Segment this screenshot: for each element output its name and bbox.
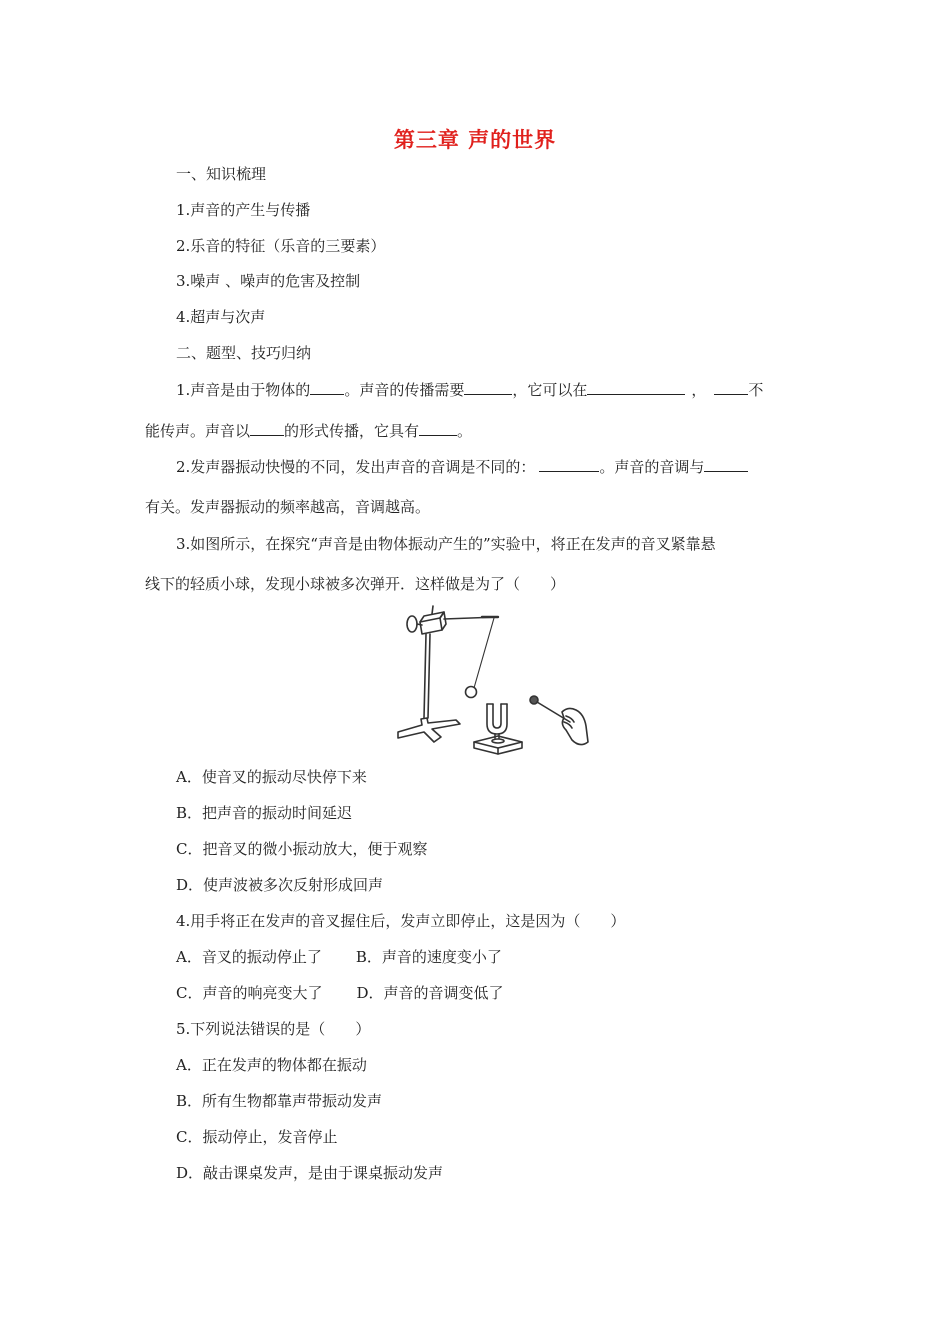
question-2-line-2: 有关。发声器振动的频率越高，音调越高。 (145, 498, 431, 516)
mallet-handle (537, 702, 570, 722)
q3-option-c: C．把音叉的微小振动放大，便于观察 (176, 840, 428, 858)
q1-text: ， (691, 381, 707, 399)
answer-blank[interactable] (704, 457, 748, 472)
question-5-stem: 5.下列说法错误的是（ ） (176, 1020, 371, 1038)
q5-option-c: C．振动停止，发音停止 (176, 1128, 338, 1146)
question-3-line-1: 3.如图所示，在探究“声音是由物体振动产生的”实验中，将正在发声的音叉紧靠悬 (176, 535, 716, 553)
tuning-fork (487, 704, 507, 734)
answer-blank[interactable] (419, 421, 457, 436)
stand-base (398, 718, 460, 742)
question-1-line-2 (145, 421, 472, 441)
q2-text: 2.发声器振动快慢的不同，发出声音的音调是不同的： (176, 458, 536, 476)
q4-options-row-2 (176, 983, 504, 1003)
knowledge-item: 4.超声与次声 (176, 308, 266, 326)
q1-text: 。 (457, 422, 473, 440)
question-1-line-1 (176, 380, 763, 400)
question-3-line-2: 线下的轻质小球，发现小球被多次弹开．这样做是为了（ ） (145, 575, 566, 593)
q5-option-b: B．所有生物都靠声带振动发声 (176, 1092, 383, 1110)
answer-blank[interactable] (587, 380, 685, 395)
hand-sketch (562, 708, 588, 744)
q1-text: 。声音的传播需要 (344, 381, 465, 399)
answer-blank[interactable] (310, 380, 344, 395)
answer-blank[interactable] (539, 457, 599, 472)
answer-blank[interactable] (714, 380, 748, 395)
q1-text: 能传声。声音以 (145, 422, 251, 440)
q1-text: 不 (748, 381, 764, 399)
knowledge-item: 1.声音的产生与传播 (176, 201, 311, 219)
q3-option-d: D．使声波被多次反射形成回声 (176, 876, 384, 894)
q2-text: 。声音的音调与 (599, 458, 705, 476)
light-ball (466, 687, 477, 698)
q3-option-b: B．把声音的振动时间延迟 (176, 804, 353, 822)
pendulum-string (474, 618, 494, 688)
q4-options-row-1 (176, 947, 502, 967)
q4-option-a: A．音叉的振动停止了 (176, 948, 322, 966)
q4-option-d: D．声音的音调变低了 (356, 984, 504, 1002)
stand-pole (424, 634, 426, 718)
q5-option-d: D．敲击课桌发声，是由于课桌振动发声 (176, 1164, 444, 1182)
resonance-box (474, 736, 522, 748)
answer-blank[interactable] (464, 380, 512, 395)
question-2-line-1 (176, 457, 748, 477)
chapter-title: 第三章 声的世界 (393, 128, 557, 152)
section1-heading: 一、知识梳理 (176, 165, 267, 183)
q1-text: 的形式传播，它具有 (284, 422, 420, 440)
knowledge-item: 3.噪声 、噪声的危害及控制 (176, 272, 361, 290)
tuning-fork-experiment-figure (394, 602, 594, 758)
q4-option-c: C．声音的响亮变大了 (176, 984, 323, 1002)
q1-text: 1.声音是由于物体的 (176, 381, 311, 399)
q5-option-a: A．正在发声的物体都在振动 (176, 1056, 367, 1074)
q1-text: ，它可以在 (512, 381, 588, 399)
q3-option-a: A．使音叉的振动尽快停下来 (176, 768, 367, 786)
section2-heading: 二、题型、技巧归纳 (176, 344, 312, 362)
q4-option-b: B．声音的速度变小了 (355, 948, 502, 966)
question-4-stem: 4.用手将正在发声的音叉握住后，发声立即停止，这是因为（ ） (176, 912, 626, 930)
answer-blank[interactable] (250, 421, 284, 436)
knowledge-item: 2.乐音的特征（乐音的三要素） (176, 237, 386, 255)
